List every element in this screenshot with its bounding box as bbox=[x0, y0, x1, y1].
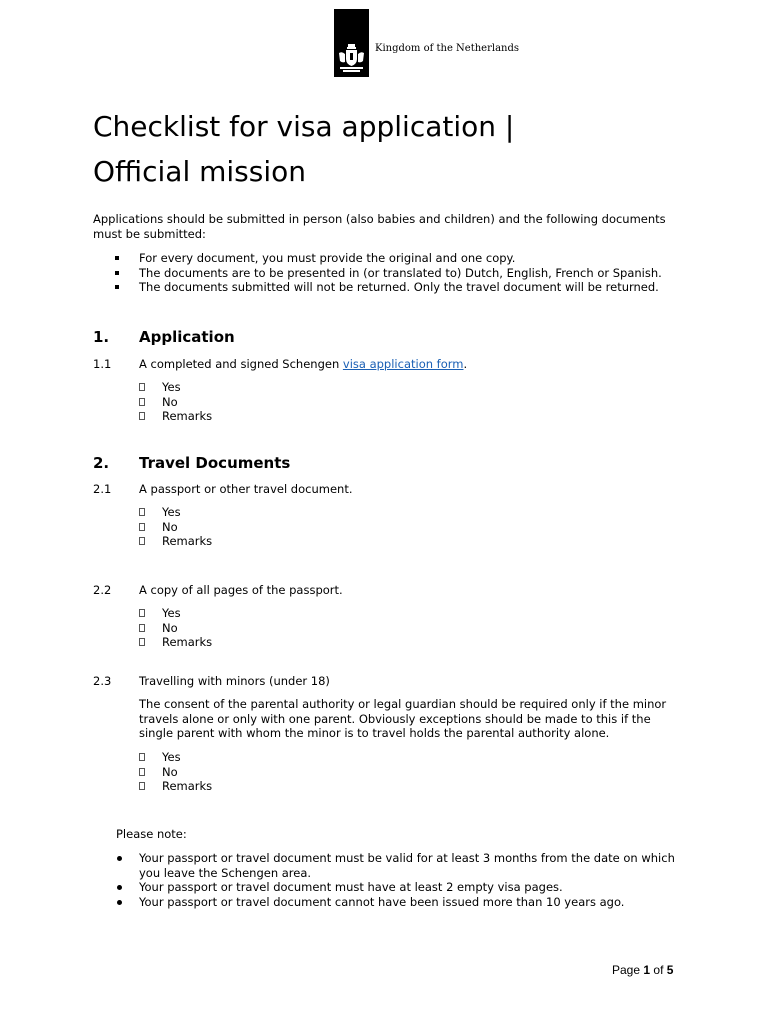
item-number: 1.1 bbox=[93, 357, 112, 371]
intro-text: Applications should be submitted in person (also babies and children) and the following documents must be submitted: bbox=[93, 212, 666, 241]
list-item: The documents are to be presented in (or translated to) Dutch, English, French or Spanish. bbox=[93, 266, 713, 281]
item-number: 2.1 bbox=[93, 482, 112, 496]
section-heading-application: 1. Application bbox=[93, 328, 235, 346]
title-line-1: Checklist for visa application | bbox=[93, 110, 515, 143]
organization-name: Kingdom of the Netherlands bbox=[375, 43, 520, 54]
requirements-list bbox=[93, 251, 713, 295]
item-detail-text: The consent of the parental authority or legal guardian should be required only if the minor travels alone or only with one parent. Obviously exceptions should be made to this if the single parent with whom the minor is to travel holds the parental authority alone. bbox=[139, 697, 667, 741]
option-remarks: Remarks bbox=[139, 635, 212, 650]
item-text: A passport or other travel document. bbox=[139, 482, 353, 496]
checkbox[interactable] bbox=[139, 782, 145, 790]
checkbox[interactable] bbox=[139, 768, 145, 776]
bullet-dot-icon bbox=[117, 856, 122, 861]
title-line-2: Official mission bbox=[93, 155, 307, 188]
checkbox[interactable] bbox=[139, 383, 145, 391]
option-yes: Yes bbox=[139, 606, 212, 621]
visa-application-form-link[interactable]: visa application form bbox=[342, 357, 464, 371]
checkbox[interactable] bbox=[139, 624, 145, 632]
checkbox[interactable] bbox=[139, 537, 145, 545]
bullet-square-icon bbox=[115, 285, 119, 289]
option-remarks: Remarks bbox=[139, 409, 212, 424]
options-list bbox=[139, 750, 212, 794]
list-item: For every document, you must provide the original and one copy. bbox=[93, 251, 713, 266]
section-heading-travel-documents: 2. Travel Documents bbox=[93, 454, 291, 472]
list-item: The documents submitted will not be returned. Only the travel document will be returned. bbox=[93, 280, 713, 295]
option-no: No bbox=[139, 395, 212, 410]
option-no: No bbox=[139, 765, 212, 780]
list-item: Your passport or travel document must have at least 2 empty visa pages. bbox=[116, 880, 676, 895]
options-list bbox=[139, 505, 212, 549]
list-item: Your passport or travel document cannot have been issued more than 10 years ago. bbox=[116, 895, 676, 910]
checkbox[interactable] bbox=[139, 638, 145, 646]
item-text: A completed and signed Schengen visa application form. bbox=[139, 357, 468, 371]
checkbox[interactable] bbox=[139, 753, 145, 761]
item-number: 2.2 bbox=[93, 583, 112, 597]
notes-list bbox=[116, 851, 676, 909]
option-remarks: Remarks bbox=[139, 534, 212, 549]
checkbox[interactable] bbox=[139, 609, 145, 617]
note-label: Please note: bbox=[116, 827, 187, 841]
option-yes: Yes bbox=[139, 750, 212, 765]
document-title bbox=[93, 104, 693, 194]
page-number: Page 1 of 5 bbox=[612, 963, 674, 977]
bullet-square-icon bbox=[115, 271, 119, 275]
option-no: No bbox=[139, 520, 212, 535]
list-item: Your passport or travel document must be valid for at least 3 months from the date on which you leave the Schengen area. bbox=[116, 851, 676, 880]
logo-block bbox=[334, 9, 369, 77]
option-remarks: Remarks bbox=[139, 779, 212, 794]
bullet-dot-icon bbox=[117, 885, 122, 890]
checkbox[interactable] bbox=[139, 523, 145, 531]
royal-coat-of-arms-icon bbox=[337, 43, 366, 73]
option-yes: Yes bbox=[139, 505, 212, 520]
item-text: A copy of all pages of the passport. bbox=[139, 583, 343, 597]
option-yes: Yes bbox=[139, 380, 212, 395]
options-list bbox=[139, 380, 212, 424]
checkbox[interactable] bbox=[139, 508, 145, 516]
item-number: 2.3 bbox=[93, 674, 112, 688]
checkbox[interactable] bbox=[139, 398, 145, 406]
bullet-square-icon bbox=[115, 256, 119, 260]
item-text: Travelling with minors (under 18) bbox=[139, 674, 330, 688]
checkbox[interactable] bbox=[139, 412, 145, 420]
option-no: No bbox=[139, 621, 212, 636]
bullet-dot-icon bbox=[117, 900, 122, 905]
options-list bbox=[139, 606, 212, 650]
